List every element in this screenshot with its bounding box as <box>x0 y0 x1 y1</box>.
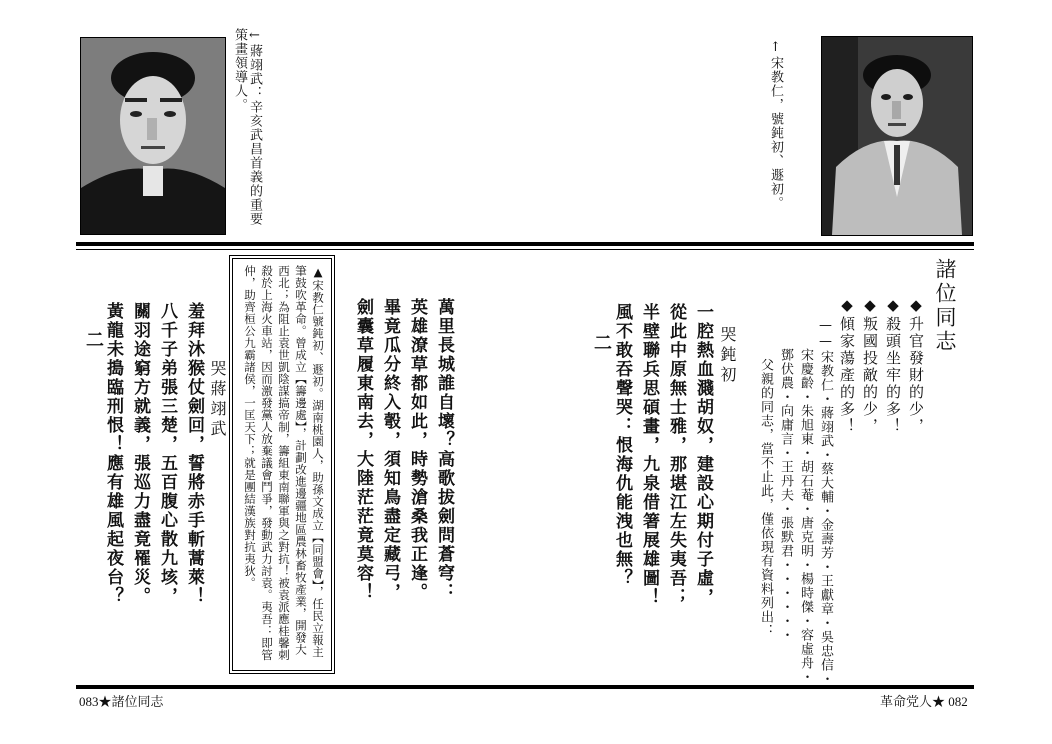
poem-b-line-1: 羞拜沐猴仗劍回，誓將赤手斬蒿萊！ <box>184 302 204 606</box>
poem-dunchu-line-1: 一腔熱血濺胡奴，建設心期付子虛， <box>693 303 713 607</box>
poem-a-line-1: 萬里長城誰自壞？高歌拔劍問蒼穹： <box>434 298 454 602</box>
poem-title-dunchu: 哭鈍初 <box>718 326 737 386</box>
photo-jiang-yiwu <box>80 37 226 235</box>
poem-dunchu-line-4: 風不敢吞聲哭：恨海仇能洩也無？ <box>612 303 632 588</box>
poem-a-line-2: 英雄潦草都如此，時勢滄桑我正逢。 <box>407 298 427 602</box>
bullet-1: ◆升官發財的少， <box>907 296 925 435</box>
top-rule-left-thin <box>76 249 974 250</box>
photo-song-jiaoren <box>821 36 973 236</box>
bottom-rule <box>76 685 974 689</box>
poem-dunchu-number: 二 <box>591 333 612 351</box>
poem-dunchu-line-2: 從此中原無士雅，那堪江左失夷吾； <box>666 303 686 607</box>
poem-title-jiang-yiwu: 哭蔣翊武 <box>208 360 227 440</box>
names-line-3: 鄧伏農・向庸言・王丹夫・張默君・・・・・・ <box>778 348 793 642</box>
names-line-1: ——宋教仁・蔣翊武・蔡大輔・金壽芳・王獻章・吳忠信・ <box>818 318 833 686</box>
poem-a-line-3: 畢竟瓜分終入彀，須知鳥盡定藏弓， <box>380 298 400 602</box>
poem-b-number: 二 <box>83 330 104 348</box>
names-line-2: 宋慶齡・朱旭東・胡石菴・唐克明・楊時傑・容虛舟・ <box>798 348 813 684</box>
annotation-note-text: ▲宋教仁號鈍初、遯初。湖南桃園人，助孫文成立【同盟會】，任民立報主筆鼓吹革命。曾成立【籌邊處】，計劃改進邊疆地區農林畜牧產業，開發大西北；為阻止袁世凱陰謀搞帝制，籌組東南聯軍與之對抗！被袁派應桂馨刺殺於上海火車站，因而激發黨人放棄議會鬥爭，發動武力討袁。夷吾：即管仲，助齊桓公九霸諸侯，一匡天下；就是團結漢族對抗夷狄。 <box>243 265 325 661</box>
footer-left: 083★諸位同志 <box>79 694 164 709</box>
bullet-2: ◆殺頭坐牢的多！ <box>884 296 902 435</box>
poem-a-line-4: 劍囊草履東南去，大陸茫茫竟莫容！ <box>353 298 373 602</box>
bullet-4: ◆傾家蕩產的多！ <box>838 296 856 435</box>
bullet-3: ◆叛國投敵的少， <box>861 296 879 435</box>
caption-song-jiaoren: ↑宋教仁，號鈍初、遯初。 <box>768 40 783 210</box>
caption-jiang-yiwu: ←蔣翊武：辛亥武昌首義的重要策畫領導人。 <box>232 28 262 226</box>
poem-b-line-3: 關羽途窮方就義，張巡力盡竟罹災。 <box>130 302 150 606</box>
names-line-4: 父親的同志，當不止此，僅依現有資料列出： <box>758 358 773 638</box>
poem-dunchu-line-3: 半壁聯兵思碩畫，九泉借箸展雄圖！ <box>639 303 659 607</box>
footer-right: 革命党人★ 082 <box>880 694 968 709</box>
poem-b-line-4: 黃龍未搗臨刑恨！應有雄風起夜台？ <box>103 302 123 606</box>
annotation-note-box <box>232 258 332 671</box>
section-heading: 諸位同志 <box>933 258 957 354</box>
poem-b-line-2: 八千子弟張三楚，五百腹心散九垓， <box>157 302 177 606</box>
top-rule-left <box>76 242 974 246</box>
